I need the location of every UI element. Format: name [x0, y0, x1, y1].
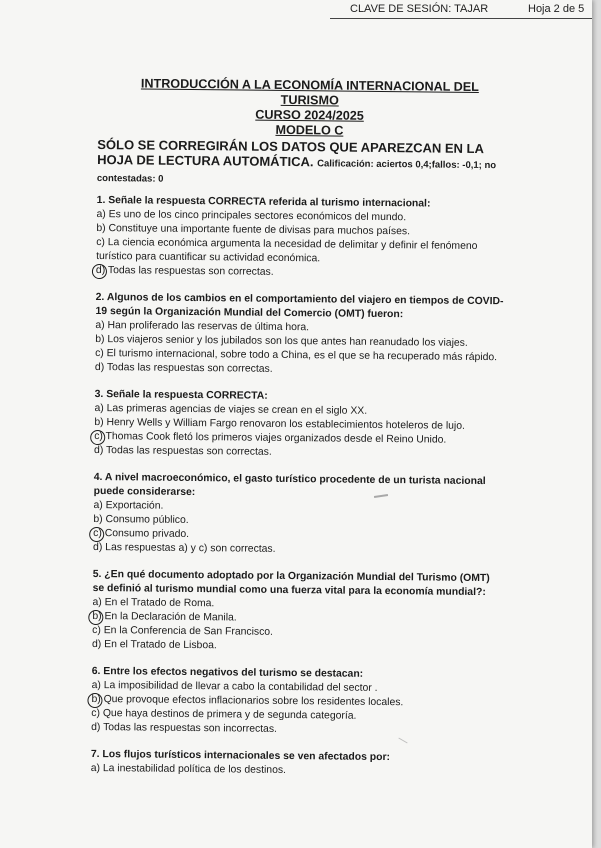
question-title: 2. Algunos de los cambios en el comportamiento del viajero en tiempos de COVID-19 según la Organización Mundial del Comercio (OMT) fueron:	[95, 291, 504, 321]
answer-option-a: a) Las primeras agencias de viajes se crean en el siglo XX.	[94, 402, 368, 417]
answer-option-a: a) Es uno de los cinco principales sectores económicos del mundo.	[96, 208, 407, 224]
answer-option-d: d) Todas las respuestas son incorrectas.	[91, 721, 278, 735]
answer-option-d: d) En el Tratado de Lisboa.	[91, 638, 217, 652]
question-title: 1. Señale la respuesta CORRECTA referida al turismo internacional:	[96, 194, 431, 210]
exam-model: MODELO C	[275, 122, 344, 138]
question-list	[91, 194, 507, 780]
answer-option-b: b) Los viajeros senior y los jubilados son los que antes han reanudado los viajes.	[95, 333, 468, 349]
answer-option-c-circled: c) Thomas Cook fletó los primeros viajes organizados desde el Reino Unido.	[94, 430, 504, 448]
answer-option-a: a) En el Tratado de Roma.	[92, 596, 215, 610]
question-5	[92, 568, 503, 656]
answer-option-c: c) El turismo internacional, sobre todo a China, es el que se ha recuperado más rápido.	[95, 347, 498, 364]
answer-option-b-circled: b) Que provoque efectos inflacionarios sobre los residentes locales.	[91, 693, 501, 711]
answer-option-b: b) Consumo público.	[93, 513, 189, 526]
course-year: CURSO 2024/2025	[255, 107, 364, 123]
question-1	[96, 194, 507, 282]
question-title: 3. Señale la respuesta CORRECTA:	[94, 388, 268, 402]
course-title: INTRODUCCIÓN A LA ECONOMÍA INTERNACIONAL DEL TURISMO	[140, 76, 479, 108]
question-title: 6. Entre los efectos negativos del turismo se destacan:	[91, 665, 364, 680]
header-rule	[330, 18, 592, 19]
answer-option-d: d) Todas las respuestas son correctas.	[94, 361, 273, 375]
answer-option-c-circled: c) Consumo privado.	[93, 527, 503, 545]
warning-text: SÓLO SE CORREGIRÁN LOS DATOS QUE APAREZCAN EN LA HOJA DE LECTURA AUTOMÁTICA.	[97, 136, 484, 170]
answer-option-a: a) La inestabilidad política de los destinos.	[90, 762, 287, 777]
answer-option-d-circled: d) Todas las respuestas son correctas.	[96, 264, 506, 282]
answer-option-b: b) Constituye una importante fuente de divisas para muchos países.	[96, 222, 411, 238]
answer-option-c: c) En la Conferencia de San Francisco.	[92, 624, 274, 638]
answer-option-a: a) La imposibilidad de llevar a cabo la contabilidad del sector .	[91, 679, 378, 694]
grading-rules: Calificación: aciertos 0,4;fallos: -0,1; no contestadas: 0	[96, 158, 497, 185]
question-title: 7. Los flujos turísticos internacionales se ven afectados por:	[90, 748, 391, 764]
question-title: 4. A nivel macroeconómico, el gasto turístico procedente de un turista nacional puede considerarse:	[93, 471, 486, 499]
answer-option-a: a) Exportación.	[93, 499, 164, 512]
answer-option-d: d) Las respuestas a) y c) son correctas.	[93, 541, 276, 555]
exam-content	[91, 76, 508, 780]
question-3	[94, 388, 505, 462]
correction-warning	[97, 137, 507, 190]
session-key: CLAVE DE SESIÓN: TAJAR	[350, 3, 489, 15]
answer-option-b: b) Henry Wells y William Fargo renovaron los establecimientos hoteleros de lujo.	[94, 416, 465, 432]
answer-option-d: d) Todas las respuestas son correctas.	[94, 444, 272, 458]
question-2	[95, 291, 506, 379]
answer-option-a: a) Han proliferado las reservas de última hora.	[95, 319, 310, 334]
question-title: 5. ¿En qué documento adoptado por la Organización Mundial del Turismo (OMT) se definió al turismo mundial como una fuerza vital para la economía mundial?:	[92, 568, 490, 599]
page-number: Hoja 2 de 5	[528, 3, 585, 15]
answer-option-c: c) Que haya destinos de primera y de segunda categoría.	[91, 707, 357, 722]
question-4	[93, 471, 504, 559]
question-7	[91, 748, 501, 780]
answer-option-b-circled: b) En la Declaración de Manila.	[92, 610, 502, 628]
answer-option-c: c) La ciencia económica argumenta la necesidad de delimitar y definir el fenómeno turístico para cuantificar su actividad económica.	[96, 236, 478, 265]
question-6	[91, 665, 502, 739]
